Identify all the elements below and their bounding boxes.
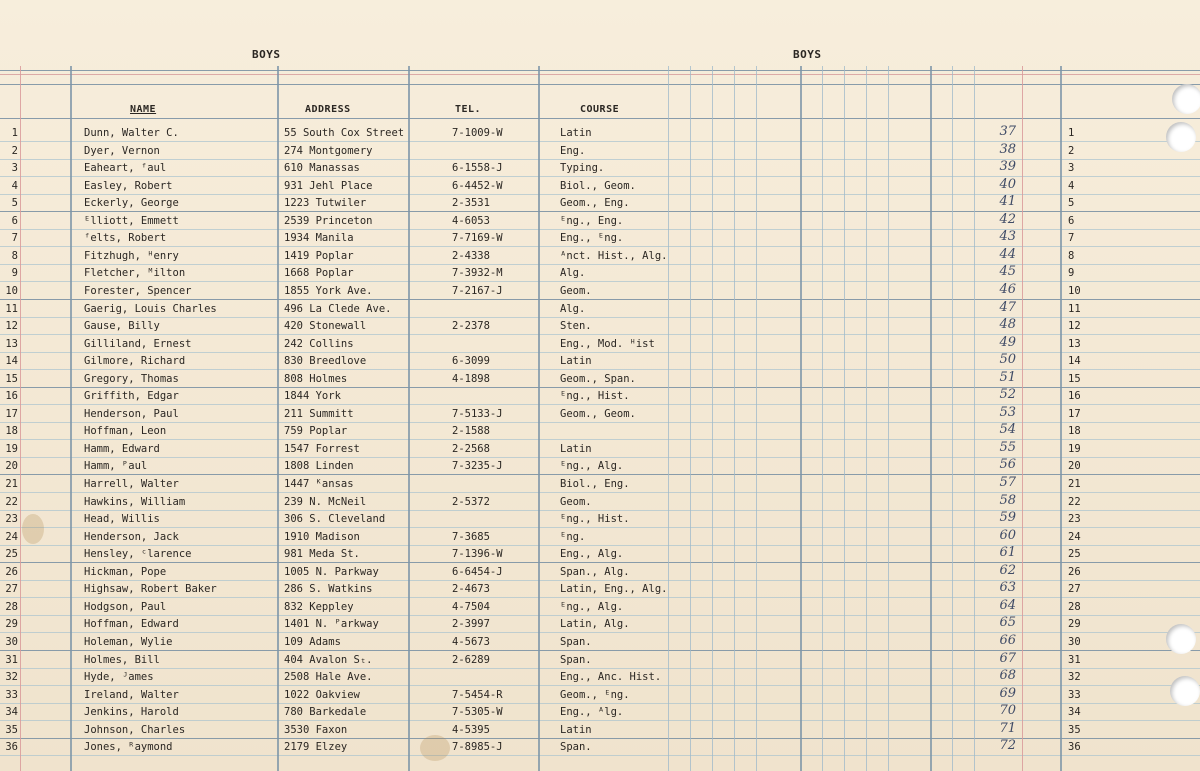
student-name: Harrell, Walter <box>84 478 179 490</box>
student-name: Hamm, ᴾaul <box>84 460 148 472</box>
line-number: 8 <box>11 250 18 262</box>
row-number-right: 35 <box>1068 724 1081 736</box>
student-tel: 6-1558-J <box>452 162 503 174</box>
binder-hole-2 <box>1166 122 1196 152</box>
student-name: Gause, Billy <box>84 320 160 332</box>
student-address: 780 Barkedale <box>284 706 367 718</box>
handwritten-number: 37 <box>999 124 1016 139</box>
student-course: ᴱng., Hist. <box>560 390 630 402</box>
column-header-address: ADDRESS <box>305 104 351 115</box>
student-address: 1419 Poplar <box>284 250 354 262</box>
line-number: 35 <box>5 724 18 736</box>
handwritten-number: 67 <box>999 651 1016 666</box>
row-number-right: 23 <box>1068 513 1081 525</box>
handwritten-number: 54 <box>999 422 1016 437</box>
row-number-right: 1 <box>1068 127 1075 139</box>
boys-label-right: BOYS <box>793 48 822 61</box>
handwritten-number: 53 <box>999 405 1016 420</box>
student-name: Eckerly, George <box>84 197 179 209</box>
student-course: ᴱng. <box>560 531 586 543</box>
student-name: Highsaw, Robert Baker <box>84 583 217 595</box>
student-tel: 7-1396-W <box>452 548 503 560</box>
column-header-course: COURSE <box>580 104 620 115</box>
handwritten-number: 58 <box>999 493 1016 508</box>
table-row <box>0 563 1200 584</box>
line-number: 5 <box>11 197 18 209</box>
binder-hole-4 <box>1170 676 1200 706</box>
student-address: 1844 York <box>284 390 341 402</box>
student-tel: 2-6289 <box>452 654 490 666</box>
student-address: 420 Stonewall <box>284 320 367 332</box>
student-address: 610 Manassas <box>284 162 360 174</box>
table-row <box>0 422 1200 443</box>
header-rule-2 <box>0 84 1200 85</box>
student-name: Hyde, ᴶames <box>84 671 154 683</box>
student-address: 1005 N. Parkway <box>284 566 379 578</box>
table-row <box>0 177 1200 198</box>
handwritten-number: 71 <box>999 721 1016 736</box>
table-row <box>0 651 1200 672</box>
student-name: Dunn, Walter C. <box>84 127 179 139</box>
table-row <box>0 545 1200 566</box>
student-course: Latin, Alg. <box>560 618 630 630</box>
row-number-right: 31 <box>1068 654 1081 666</box>
student-address: 2508 Hale Ave. <box>284 671 373 683</box>
student-course: Latin <box>560 724 592 736</box>
student-course: Biol., Geom. <box>560 180 636 192</box>
student-name: Hamm, Edward <box>84 443 160 455</box>
row-number-right: 22 <box>1068 496 1081 508</box>
student-address: 1855 York Ave. <box>284 285 373 297</box>
line-number: 9 <box>11 267 18 279</box>
student-tel: 7-1009-W <box>452 127 503 139</box>
table-row <box>0 229 1200 250</box>
line-number: 23 <box>5 513 18 525</box>
row-number-right: 9 <box>1068 267 1075 279</box>
row-number-right: 19 <box>1068 443 1081 455</box>
line-number: 18 <box>5 425 18 437</box>
student-name: Jenkins, Harold <box>84 706 179 718</box>
handwritten-number: 52 <box>999 387 1016 402</box>
row-number-right: 4 <box>1068 180 1075 192</box>
table-row <box>0 247 1200 268</box>
student-tel: 7-7169-W <box>452 232 503 244</box>
line-number: 34 <box>5 706 18 718</box>
student-name: Griffith, Edgar <box>84 390 179 402</box>
handwritten-number: 59 <box>999 510 1016 525</box>
row-number-right: 28 <box>1068 601 1081 613</box>
table-row <box>0 124 1200 145</box>
student-course: Eng., Anc. Hist. <box>560 671 662 683</box>
student-address: 211 Summitt <box>284 408 354 420</box>
student-tel: 6-3099 <box>452 355 490 367</box>
line-number: 13 <box>5 338 18 350</box>
handwritten-number: 60 <box>999 528 1016 543</box>
row-number-right: 29 <box>1068 618 1081 630</box>
table-row <box>0 387 1200 408</box>
student-tel: 2-5372 <box>452 496 490 508</box>
student-course: Geom., Span. <box>560 373 636 385</box>
student-name: Fitzhugh, ᴴenry <box>84 250 179 262</box>
table-row <box>0 598 1200 619</box>
line-number: 14 <box>5 355 18 367</box>
table-row <box>0 335 1200 356</box>
row-number-right: 11 <box>1068 303 1081 315</box>
line-number: 25 <box>5 548 18 560</box>
student-name: Gilliland, Ernest <box>84 338 192 350</box>
student-address: 242 Collins <box>284 338 354 350</box>
student-tel: 7-2167-J <box>452 285 503 297</box>
student-name: Holeman, Wylie <box>84 636 173 648</box>
row-number-right: 6 <box>1068 215 1075 227</box>
handwritten-number: 55 <box>999 440 1016 455</box>
student-course: ᴱng., Alg. <box>560 601 624 613</box>
row-number-right: 25 <box>1068 548 1081 560</box>
student-address: 931 Jehl Place <box>284 180 373 192</box>
student-address: 1223 Tutwiler <box>284 197 367 209</box>
student-address: 1401 N. ᴾarkway <box>284 618 379 630</box>
row-number-right: 10 <box>1068 285 1081 297</box>
handwritten-number: 69 <box>999 686 1016 701</box>
student-course: Span. <box>560 741 592 753</box>
line-number: 32 <box>5 671 18 683</box>
line-number: 12 <box>5 320 18 332</box>
student-tel: 2-3997 <box>452 618 490 630</box>
student-tel: 2-4673 <box>452 583 490 595</box>
student-tel: 4-1898 <box>452 373 490 385</box>
student-name: Gilmore, Richard <box>84 355 186 367</box>
table-row <box>0 668 1200 689</box>
row-number-right: 33 <box>1068 689 1081 701</box>
table-row <box>0 405 1200 426</box>
handwritten-number: 40 <box>999 177 1016 192</box>
student-tel: 7-5133-J <box>452 408 503 420</box>
table-row <box>0 352 1200 373</box>
student-address: 830 Breedlove <box>284 355 367 367</box>
student-address: 1808 Linden <box>284 460 354 472</box>
table-row <box>0 282 1200 303</box>
row-number-right: 7 <box>1068 232 1075 244</box>
line-number: 22 <box>5 496 18 508</box>
handwritten-number: 45 <box>999 264 1016 279</box>
handwritten-number: 64 <box>999 598 1016 613</box>
row-number-right: 30 <box>1068 636 1081 648</box>
table-row <box>0 264 1200 285</box>
row-number-right: 12 <box>1068 320 1081 332</box>
line-number: 24 <box>5 531 18 543</box>
student-name: Head, Willis <box>84 513 160 525</box>
line-number: 4 <box>11 180 18 192</box>
student-name: Eaheart, ᶠaul <box>84 162 167 174</box>
student-course: Eng., ᴱng. <box>560 232 624 244</box>
student-name: Ireland, Walter <box>84 689 179 701</box>
handwritten-number: 68 <box>999 668 1016 683</box>
student-name: Hodgson, Paul <box>84 601 167 613</box>
line-number: 10 <box>5 285 18 297</box>
student-address: 1910 Madison <box>284 531 360 543</box>
header-rule-red <box>0 74 1200 75</box>
handwritten-number: 43 <box>999 229 1016 244</box>
handwritten-number: 65 <box>999 615 1016 630</box>
handwritten-number: 72 <box>999 738 1016 753</box>
table-row <box>0 370 1200 391</box>
table-row <box>0 317 1200 338</box>
student-course: Eng., Mod. ᴴist <box>560 338 655 350</box>
line-number: 6 <box>11 215 18 227</box>
handwritten-number: 48 <box>999 317 1016 332</box>
student-course: Alg. <box>560 267 586 279</box>
student-course: Span. <box>560 636 592 648</box>
handwritten-number: 38 <box>999 142 1016 157</box>
line-number: 36 <box>5 741 18 753</box>
student-course: Eng., Alg. <box>560 548 624 560</box>
table-row <box>0 703 1200 724</box>
student-course: Geom. <box>560 496 592 508</box>
table-row <box>0 194 1200 215</box>
row-number-right: 3 <box>1068 162 1075 174</box>
student-tel: 6-6454-J <box>452 566 503 578</box>
row-number-right: 17 <box>1068 408 1081 420</box>
line-number: 21 <box>5 478 18 490</box>
handwritten-number: 66 <box>999 633 1016 648</box>
student-name: Hensley, ᶜlarence <box>84 548 192 560</box>
student-address: 274 Montgomery <box>284 145 373 157</box>
student-course: Geom., Eng. <box>560 197 630 209</box>
student-address: 759 Poplar <box>284 425 348 437</box>
handwritten-number: 39 <box>999 159 1016 174</box>
handwritten-number: 57 <box>999 475 1016 490</box>
binder-hole-3 <box>1166 624 1196 654</box>
line-number: 16 <box>5 390 18 402</box>
student-address: 1668 Poplar <box>284 267 354 279</box>
handwritten-number: 42 <box>999 212 1016 227</box>
handwritten-number: 47 <box>999 300 1016 315</box>
student-name: Easley, Robert <box>84 180 173 192</box>
table-row <box>0 440 1200 461</box>
line-number: 31 <box>5 654 18 666</box>
table-row <box>0 528 1200 549</box>
student-tel: 2-2378 <box>452 320 490 332</box>
handwritten-number: 51 <box>999 370 1016 385</box>
table-row <box>0 721 1200 742</box>
line-number: 19 <box>5 443 18 455</box>
student-tel: 2-1588 <box>452 425 490 437</box>
line-number: 30 <box>5 636 18 648</box>
student-name: Henderson, Jack <box>84 531 179 543</box>
student-course: Eng., ᴬlg. <box>560 706 624 718</box>
student-name: Fletcher, ᴹilton <box>84 267 186 279</box>
student-tel: 7-8985-J <box>452 741 503 753</box>
student-course: Latin <box>560 443 592 455</box>
row-number-right: 14 <box>1068 355 1081 367</box>
header-rule-bottom <box>0 118 1200 119</box>
student-tel: 4-5673 <box>452 636 490 648</box>
table-row <box>0 615 1200 636</box>
table-row <box>0 300 1200 321</box>
student-course: ᴱng., Hist. <box>560 513 630 525</box>
student-course: ᴱng., Alg. <box>560 460 624 472</box>
binder-hole-1 <box>1172 84 1200 114</box>
student-address: 1447 ᴷansas <box>284 478 354 490</box>
handwritten-number: 62 <box>999 563 1016 578</box>
student-address: 808 Holmes <box>284 373 348 385</box>
line-number: 26 <box>5 566 18 578</box>
row-number-right: 8 <box>1068 250 1075 262</box>
student-address: 3530 Faxon <box>284 724 348 736</box>
table-row <box>0 686 1200 707</box>
row-number-right: 24 <box>1068 531 1081 543</box>
student-tel: 7-3235-J <box>452 460 503 472</box>
student-name: Holmes, Bill <box>84 654 160 666</box>
student-tel: 2-4338 <box>452 250 490 262</box>
student-address: 239 N. McNeil <box>284 496 367 508</box>
student-name: Gaerig, Louis Charles <box>84 303 217 315</box>
line-number: 28 <box>5 601 18 613</box>
table-row <box>0 457 1200 478</box>
table-row <box>0 212 1200 233</box>
student-name: ᴱlliott, Emmett <box>84 215 179 227</box>
table-row <box>0 493 1200 514</box>
handwritten-number: 44 <box>999 247 1016 262</box>
student-address: 2539 Princeton <box>284 215 373 227</box>
student-address: 1022 Oakview <box>284 689 360 701</box>
student-tel: 7-5454-R <box>452 689 503 701</box>
student-name: Jones, ᴿaymond <box>84 741 173 753</box>
student-name: Johnson, Charles <box>84 724 186 736</box>
student-address: 1934 Manila <box>284 232 354 244</box>
student-name: Hickman, Pope <box>84 566 167 578</box>
student-course: Sten. <box>560 320 592 332</box>
line-number: 20 <box>5 460 18 472</box>
line-number: 33 <box>5 689 18 701</box>
boys-label-left: BOYS <box>252 48 281 61</box>
table-row <box>0 738 1200 759</box>
row-number-right: 21 <box>1068 478 1081 490</box>
student-name: Henderson, Paul <box>84 408 179 420</box>
student-name: Forester, Spencer <box>84 285 192 297</box>
line-number: 15 <box>5 373 18 385</box>
student-address: 1547 Forrest <box>284 443 360 455</box>
student-name: ᶠelts, Robert <box>84 232 167 244</box>
student-tel: 7-3932-M <box>452 267 503 279</box>
table-row <box>0 475 1200 496</box>
student-course: Latin <box>560 355 592 367</box>
student-tel: 7-3685 <box>452 531 490 543</box>
row-number-right: 34 <box>1068 706 1081 718</box>
student-tel: 4-6053 <box>452 215 490 227</box>
table-row <box>0 159 1200 180</box>
student-tel: 4-5395 <box>452 724 490 736</box>
row-number-right: 20 <box>1068 460 1081 472</box>
handwritten-number: 70 <box>999 703 1016 718</box>
paper-stain <box>22 514 44 544</box>
row-number-right: 16 <box>1068 390 1081 402</box>
student-course: Geom., Geom. <box>560 408 636 420</box>
student-course: Latin, Eng., Alg. <box>560 583 668 595</box>
student-address: 109 Adams <box>284 636 341 648</box>
row-number-right: 2 <box>1068 145 1075 157</box>
line-number: 11 <box>5 303 18 315</box>
handwritten-number: 46 <box>999 282 1016 297</box>
student-course: Typing. <box>560 162 605 174</box>
student-address: 55 South Cox Street <box>284 127 405 139</box>
table-row <box>0 633 1200 654</box>
handwritten-number: 50 <box>999 352 1016 367</box>
student-course: Span., Alg. <box>560 566 630 578</box>
line-number: 7 <box>11 232 18 244</box>
student-tel: 6-4452-W <box>452 180 503 192</box>
line-number: 3 <box>11 162 18 174</box>
student-address: 832 Keppley <box>284 601 354 613</box>
student-tel: 7-5305-W <box>452 706 503 718</box>
student-name: Hawkins, William <box>84 496 186 508</box>
row-number-right: 26 <box>1068 566 1081 578</box>
paper-stain <box>420 735 450 761</box>
handwritten-number: 61 <box>999 545 1016 560</box>
row-number-right: 15 <box>1068 373 1081 385</box>
row-number-right: 27 <box>1068 583 1081 595</box>
handwritten-number: 63 <box>999 580 1016 595</box>
student-name: Hoffman, Edward <box>84 618 179 630</box>
student-name: Gregory, Thomas <box>84 373 179 385</box>
line-number: 1 <box>11 127 18 139</box>
student-address: 306 S. Cleveland <box>284 513 386 525</box>
handwritten-number: 49 <box>999 335 1016 350</box>
column-header-name: NAME <box>130 104 157 115</box>
column-header-tel: TEL. <box>455 104 482 115</box>
table-row <box>0 580 1200 601</box>
line-number: 17 <box>5 408 18 420</box>
table-row <box>0 510 1200 531</box>
student-address: 404 Avalon Sₜ. <box>284 654 373 666</box>
header-rule-top <box>0 70 1200 71</box>
student-course: ᴱng., Eng. <box>560 215 624 227</box>
student-address: 496 La Clede Ave. <box>284 303 392 315</box>
student-course: Geom., ᴱng. <box>560 689 630 701</box>
student-course: Geom. <box>560 285 592 297</box>
line-number: 2 <box>11 145 18 157</box>
student-name: Dyer, Vernon <box>84 145 160 157</box>
student-course: Span. <box>560 654 592 666</box>
row-number-right: 13 <box>1068 338 1081 350</box>
student-tel: 4-7504 <box>452 601 490 613</box>
row-number-right: 36 <box>1068 741 1081 753</box>
student-course: ᴬnct. Hist., Alg. <box>560 250 668 262</box>
handwritten-number: 41 <box>999 194 1016 209</box>
student-course: Alg. <box>560 303 586 315</box>
row-number-right: 5 <box>1068 197 1075 209</box>
student-tel: 2-2568 <box>452 443 490 455</box>
student-address: 981 Meda St. <box>284 548 360 560</box>
student-course: Biol., Eng. <box>560 478 630 490</box>
student-tel: 2-3531 <box>452 197 490 209</box>
student-address: 2179 Elzey <box>284 741 348 753</box>
table-row <box>0 142 1200 163</box>
line-number: 27 <box>5 583 18 595</box>
line-number: 29 <box>5 618 18 630</box>
student-name: Hoffman, Leon <box>84 425 167 437</box>
row-number-right: 32 <box>1068 671 1081 683</box>
student-course: Eng. <box>560 145 586 157</box>
student-address: 286 S. Watkins <box>284 583 373 595</box>
row-number-right: 18 <box>1068 425 1081 437</box>
handwritten-number: 56 <box>999 457 1016 472</box>
student-course: Latin <box>560 127 592 139</box>
